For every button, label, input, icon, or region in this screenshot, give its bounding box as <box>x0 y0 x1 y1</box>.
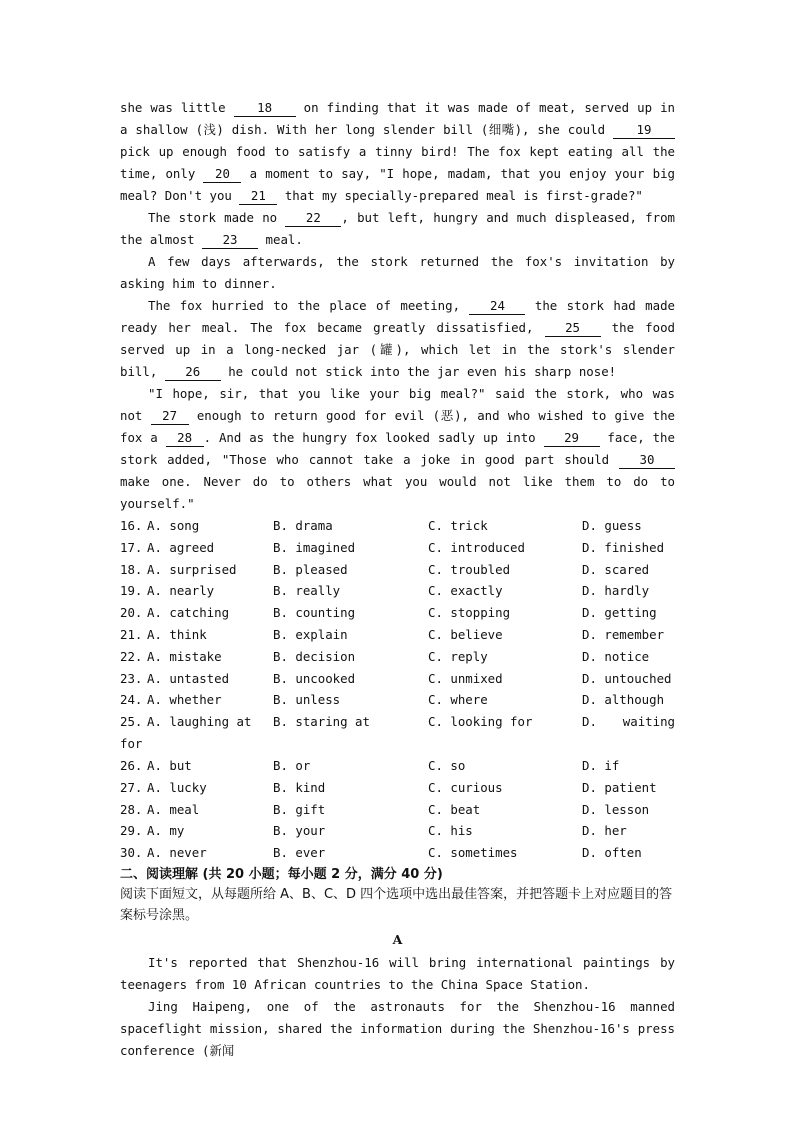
option-a: A. meal <box>147 801 200 817</box>
option-d: D. untouched <box>582 670 672 686</box>
option-b: B. unless <box>273 692 341 708</box>
blank-20: 20 <box>203 165 241 183</box>
text-run: , but left, hungry and much displeased, from the almost <box>120 210 676 247</box>
option-row <box>120 777 675 799</box>
option-c: C. his <box>428 823 473 839</box>
reading-section-title: 二、阅读理解 (共 20 小题；每小题 2 分，满分 40 分) <box>120 866 443 882</box>
cloze-paragraph-1 <box>120 97 675 207</box>
option-b: B. drama <box>273 518 333 533</box>
option-a: A. catching <box>147 605 230 621</box>
question-number: 19. <box>120 583 143 599</box>
text-run: pick up enough food to satisfy a tinny bird! The fox kept eating all the time, only <box>120 144 675 181</box>
option-b: B. decision <box>273 648 356 664</box>
option-c: C. reply <box>428 648 488 664</box>
option-c: C. stopping <box>428 605 511 621</box>
option-c: C. unmixed <box>428 670 503 686</box>
text-run: "I hope, sir, that you like your big meal?" said the stork, who was not <box>120 386 675 423</box>
blank-28: 28 <box>166 429 204 447</box>
option-row <box>120 580 675 602</box>
option-d: D. hardly <box>582 583 650 599</box>
option-c: C. introduced <box>428 539 525 555</box>
option-a: A. lucky <box>147 779 207 795</box>
options-list <box>120 515 675 864</box>
option-d: D. her <box>582 823 627 839</box>
reading-instructions: 阅读下面短文，从每题所给 A、B、C、D 四个选项中选出最佳答案，并把答题卡上对应题目的答案标号涂黑。 <box>120 886 673 923</box>
option-b: B. counting <box>273 605 356 621</box>
passage-label: A <box>392 931 403 947</box>
option-c: C. beat <box>428 801 481 817</box>
text-run: make one. Never do to others what you would not like them to do to yourself." <box>120 474 675 511</box>
option-a: A. but <box>147 757 192 773</box>
option-d: D. notice <box>582 648 650 664</box>
option-row <box>120 646 675 668</box>
option-a: A. think <box>147 626 207 642</box>
option-d <box>582 711 675 733</box>
text-run: A few days afterwards, the stork returned the fox's invitation by asking him to dinner. <box>120 254 675 291</box>
option-d: D. lesson <box>582 801 650 817</box>
option-b: B. imagined <box>273 539 356 555</box>
exam-page <box>120 97 675 1062</box>
option-d: D. finished <box>582 539 665 555</box>
text-run: meal. <box>258 232 303 247</box>
option-row <box>120 842 675 864</box>
option-c: C. believe <box>428 626 503 642</box>
option-d: D. scared <box>582 561 650 577</box>
option-c: C. curious <box>428 779 503 795</box>
blank-30: 30 <box>619 451 675 469</box>
option-row <box>120 515 675 537</box>
text-run: that my specially-prepared meal is first-grade?" <box>277 188 643 203</box>
question-number: 28. <box>120 801 143 817</box>
question-number: 17. <box>120 539 143 555</box>
option-b: B. pleased <box>273 561 348 577</box>
option-b: B. staring at <box>273 714 370 730</box>
question-number: 20. <box>120 605 143 621</box>
option-d: D. guess <box>582 518 642 533</box>
question-number: 22. <box>120 648 143 664</box>
option-a: A. my <box>147 823 185 839</box>
option-row <box>120 799 675 821</box>
question-number: 18. <box>120 561 143 577</box>
blank-22: 22 <box>285 209 341 227</box>
question-number: 27. <box>120 779 143 795</box>
option-b: B. uncooked <box>273 670 356 686</box>
option-row <box>120 668 675 690</box>
option-a: A. surprised <box>147 561 237 577</box>
blank-21: 21 <box>239 187 277 205</box>
question-number: 21. <box>120 626 143 642</box>
text-run: The fox hurried to the place of meeting, <box>148 298 470 313</box>
text-run: enough to return good for evil (恶), and who wished to give the fox a <box>120 408 675 445</box>
option-a: A. song <box>147 518 200 533</box>
option-c: C. where <box>428 692 488 708</box>
option-a: A. whether <box>147 692 222 708</box>
option-row <box>120 820 675 842</box>
option-row <box>120 711 675 733</box>
question-number: 24. <box>120 692 143 708</box>
option-continuation: for <box>120 735 143 751</box>
blank-19: 19 <box>613 121 675 139</box>
option-a: A. nearly <box>147 583 215 599</box>
text-run: on finding that it was made of meat, served up in a shallow (浅) dish. With her long slender bill (细嘴), she could <box>120 100 675 137</box>
blank-27: 27 <box>151 407 189 425</box>
text-run: face, the stork added, "Those who cannot take a joke in good part should <box>120 430 675 467</box>
blank-18: 18 <box>234 99 296 117</box>
option-b: B. or <box>273 757 311 773</box>
option-row <box>120 624 675 646</box>
blank-24: 24 <box>469 297 525 315</box>
passage-paragraph-2: Jing Haipeng, one of the astronauts for the Shenzhou-16 manned spaceflight mission, shared the information during the Shenzhou-16's press conference (新闻 <box>120 998 675 1058</box>
option-b: B. gift <box>273 801 326 817</box>
option-a: A. agreed <box>147 539 215 555</box>
option-d: D. if <box>582 757 620 773</box>
option-d-letter: D. <box>582 714 597 730</box>
question-number: 25. <box>120 714 143 730</box>
question-number: 30. <box>120 845 143 861</box>
blank-23: 23 <box>202 231 258 249</box>
option-a: A. never <box>147 845 207 861</box>
question-number: 16. <box>120 518 143 533</box>
blank-26: 26 <box>165 363 221 381</box>
cloze-paragraph-3 <box>120 251 675 295</box>
question-number: 23. <box>120 670 143 686</box>
text-run: a moment to say, "I hope, madam, that you enjoy your big meal? Don't you <box>120 166 675 203</box>
option-d: D. often <box>582 845 642 861</box>
cloze-paragraph-5 <box>120 383 675 515</box>
option-b: B. explain <box>273 626 348 642</box>
option-c: C. looking for <box>428 714 533 730</box>
option-a: A. untasted <box>147 670 230 686</box>
text-run: she was little <box>120 100 234 115</box>
text-run: The stork made no <box>148 210 286 225</box>
option-row <box>120 602 675 624</box>
cloze-paragraph-4 <box>120 295 675 383</box>
cloze-paragraph-2 <box>120 207 675 251</box>
option-c: C. sometimes <box>428 845 518 861</box>
option-a: A. laughing at <box>147 714 252 730</box>
text-run: the stork had made ready her meal. The fox became greatly dissatisfied, <box>120 298 675 335</box>
option-row <box>120 537 675 559</box>
question-number: 29. <box>120 823 143 839</box>
option-a: A. mistake <box>147 648 222 664</box>
option-d: D. patient <box>582 779 657 795</box>
blank-25: 25 <box>545 319 601 337</box>
option-d-text: waiting <box>622 714 675 730</box>
option-d: D. although <box>582 692 665 708</box>
option-d: D. getting <box>582 605 657 621</box>
option-row <box>120 559 675 581</box>
option-c: C. exactly <box>428 583 503 599</box>
text-run: he could not stick into the jar even his sharp nose! <box>220 364 617 379</box>
option-b: B. kind <box>273 779 326 795</box>
question-number: 26. <box>120 757 143 773</box>
option-b: B. ever <box>273 845 326 861</box>
option-row <box>120 689 675 711</box>
option-b: B. your <box>273 823 326 839</box>
option-c: C. trick <box>428 518 488 533</box>
option-d: D. remember <box>582 626 665 642</box>
passage-paragraph-1: It's reported that Shenzhou-16 will bring international paintings by teenagers from 10 African countries to the China Space Station. <box>120 954 675 992</box>
option-c: C. troubled <box>428 561 511 577</box>
blank-29: 29 <box>544 429 600 447</box>
option-c: C. so <box>428 757 466 773</box>
text-run: . And as the hungry fox looked sadly up into <box>203 430 544 445</box>
text-run: the food served up in a long-necked jar (罐), which let in the stork's slender bill, <box>120 320 675 379</box>
option-b: B. really <box>273 583 341 599</box>
option-row <box>120 755 675 777</box>
